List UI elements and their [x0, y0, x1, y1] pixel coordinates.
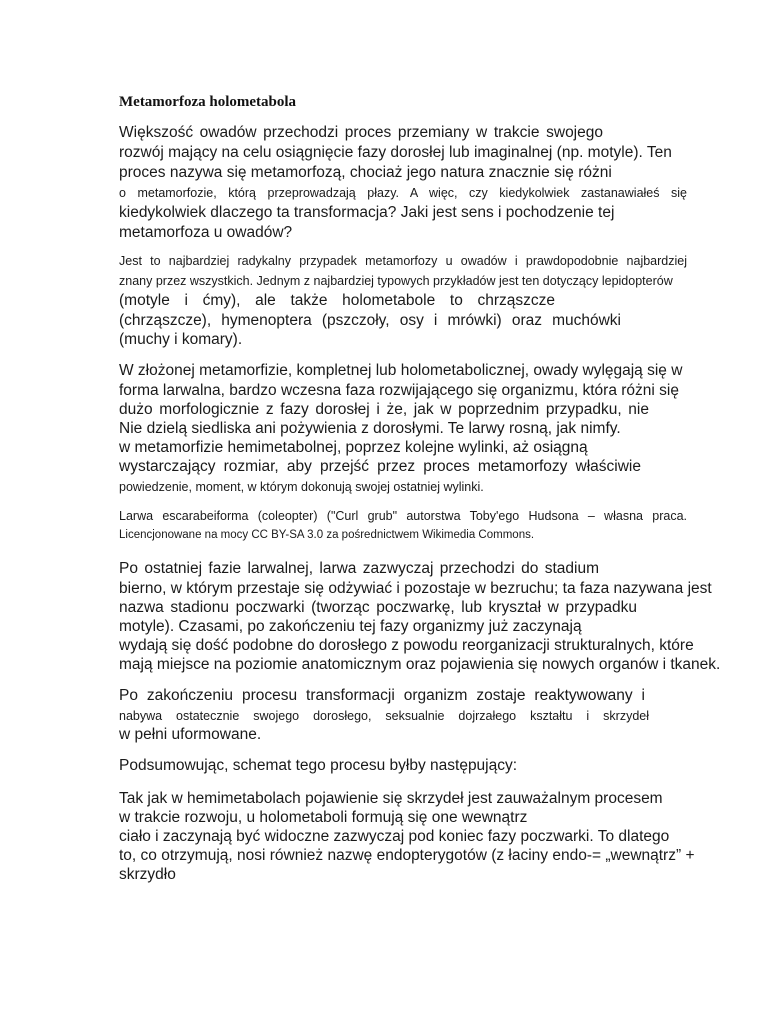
text-line: Larwa escarabeiforma (coleopter) ("Curl grub" autorstwa Toby'ego Hudsona – własna praca.	[119, 509, 687, 523]
text-line: (muchy i komary).	[119, 331, 243, 348]
text-line: skrzydło	[119, 866, 176, 883]
text-line: motyle). Czasami, po zakończeniu tej fazy organizmy już zaczynają	[119, 618, 582, 635]
text-line: (chrząszcze), hymenoptera (pszczoły, osy i mrówki) oraz muchówki	[119, 312, 621, 329]
text-line: Jest to najbardziej radykalny przypadek metamorfozy u owadów i prawdopodobnie najbardziej	[119, 254, 687, 268]
text-line: znany przez wszystkich. Jednym z najbardziej typowych przykładów jest ten dotyczący lepidopterów	[119, 274, 673, 288]
text-line: ciało i zaczynają być widoczne zazwyczaj pod koniec fazy poczwarki. To dlatego	[119, 828, 670, 845]
text-line: (motyle i ćmy), ale także holometabole to chrząszcze	[119, 292, 555, 309]
text-line: nazwa stadionu poczwarki (tworząc poczwarkę, lub kryształ w przypadku	[119, 599, 637, 616]
text-line: mają miejsce na poziomie anatomicznym oraz pojawienia się nowych organów i tkanek.	[119, 656, 721, 673]
text-line: w pełni uformowane.	[119, 726, 262, 743]
text-line: Tak jak w hemimetabolach pojawienie się skrzydeł jest zauważalnym procesem	[119, 790, 663, 807]
text-line: w trakcie rozwoju, u holometaboli formują się one wewnątrz	[119, 809, 528, 826]
text-line: Po ostatniej fazie larwalnej, larwa zazwyczaj przechodzi do stadium	[119, 560, 599, 577]
text-line: o metamorfozie, którą przeprowadzają płazy. A więc, czy kiedykolwiek zastanawiałeś się	[119, 186, 687, 200]
text-line: to, co otrzymują, nosi również nazwę endopterygotów (z łaciny endo-= „wewnątrz” +	[119, 847, 695, 864]
text-line: forma larwalna, bardzo wczesna faza rozwijającego się organizmu, która różni się	[119, 382, 679, 399]
text-line: bierno, w którym przestaje się odżywiać i pozostaje w bezruchu; ta faza nazywana jest	[119, 580, 712, 597]
text-line: powiedzenie, moment, w którym dokonują swojej ostatniej wylinki.	[119, 480, 484, 494]
text-line: kiedykolwiek dlaczego ta transformacja? Jaki jest sens i pochodzenie tej	[119, 204, 615, 221]
text-line: wystarczający rozmiar, aby przejść przez proces metamorfozy właściwie	[119, 458, 641, 475]
text-line: Licencjonowane na mocy CC BY-SA 3.0 za pośrednictwem Wikimedia Commons.	[119, 529, 535, 541]
text-line: Większość owadów przechodzi proces przemiany w trakcie swojego	[119, 124, 603, 141]
text-line: Nie dzielą siedliska ani pożywienia z dorosłymi. Te larwy rosną, jak nimfy.	[119, 420, 621, 437]
text-line: Podsumowując, schemat tego procesu byłby następujący:	[119, 757, 518, 774]
text-line: W złożonej metamorfizie, kompletnej lub holometabolicznej, owady wylęgają się w	[119, 362, 683, 379]
page-title: Metamorfoza holometabola	[119, 94, 297, 110]
text-line: nabywa ostatecznie swojego dorosłego, seksualnie dojrzałego kształtu i skrzydeł	[119, 709, 649, 723]
text-line: dużo morfologicznie z fazy dorosłej i że, jak w poprzednim przypadku, nie	[119, 401, 649, 418]
text-line: proces nazywa się metamorfozą, chociaż jego natura znacznie się różni	[119, 164, 612, 181]
text-line: wydają się dość podobne do dorosłego z powodu reorganizacji strukturalnych, które	[119, 637, 694, 654]
text-line: rozwój mający na celu osiągnięcie fazy dorosłej lub imaginalnej (np. motyle). Ten	[119, 144, 672, 161]
text-line: metamorfoza u owadów?	[119, 224, 293, 241]
text-line: w metamorfizie hemimetabolnej, poprzez kolejne wylinki, aż osiągną	[119, 439, 588, 456]
text-line: Po zakończeniu procesu transformacji organizm zostaje reaktywowany i	[119, 687, 645, 704]
